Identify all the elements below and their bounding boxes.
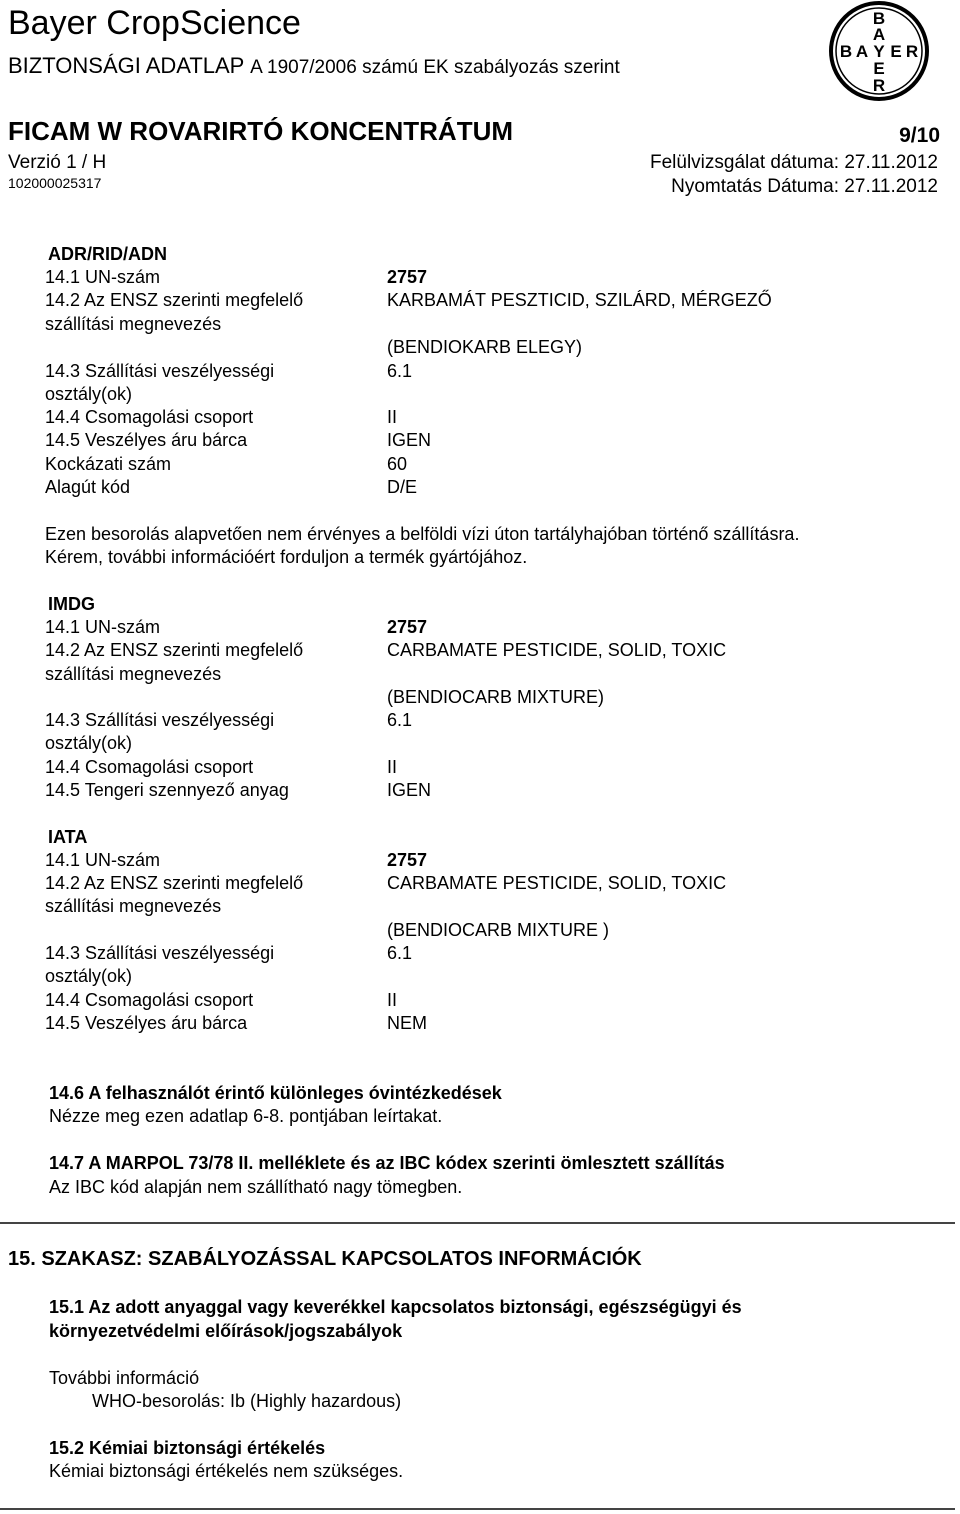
imdg-name-value-2: (BENDIOCARB MIXTURE) bbox=[387, 687, 605, 707]
company-name: Bayer CropScience bbox=[8, 4, 301, 42]
logo-letter: Y bbox=[873, 42, 885, 61]
imdg-name-label-1: 14.2 Az ENSZ szerinti megfelelő bbox=[45, 640, 304, 660]
section-14-7-text: Az IBC kód alapján nem szállítható nagy tömegben. bbox=[49, 1177, 463, 1197]
iata-name-value-2: (BENDIOCARB MIXTURE ) bbox=[387, 920, 610, 940]
iata-class-value: 6.1 bbox=[387, 943, 413, 963]
logo-letter: A bbox=[872, 25, 886, 44]
further-info-label: További információ bbox=[49, 1368, 200, 1388]
adr-hazard-label: 14.5 Veszélyes áru bárca bbox=[45, 430, 248, 450]
logo-letter: A bbox=[855, 42, 869, 61]
iata-heading: IATA bbox=[48, 827, 88, 847]
iata-hazard-value: NEM bbox=[387, 1013, 427, 1033]
adr-risk-label: Kockázati szám bbox=[45, 454, 172, 474]
iata-pg-label: 14.4 Csomagolási csoport bbox=[45, 990, 254, 1010]
revision-date: Felülvizsgálat dátuma: 27.11.2012 bbox=[650, 152, 938, 173]
page-bottom-divider bbox=[0, 1508, 955, 1510]
logo-letter: R bbox=[872, 76, 886, 95]
adr-un-value: 2757 bbox=[387, 267, 428, 287]
iata-class-label-2: osztály(ok) bbox=[45, 966, 133, 986]
adr-hazard-value: IGEN bbox=[387, 430, 432, 450]
imdg-class-label-1: 14.3 Szállítási veszélyességi bbox=[45, 710, 275, 730]
imdg-heading: IMDG bbox=[48, 594, 95, 614]
imdg-name-value-1: CARBAMATE PESTICIDE, SOLID, TOXIC bbox=[387, 640, 727, 660]
adr-pg-label: 14.4 Csomagolási csoport bbox=[45, 407, 254, 427]
adr-note-2: Kérem, további információért forduljon a termék gyártójához. bbox=[45, 547, 528, 567]
adr-name-label-2: szállítási megnevezés bbox=[45, 314, 222, 334]
section-15-2-text: Kémiai biztonsági értékelés nem szükséges. bbox=[49, 1461, 404, 1481]
adr-class-label-1: 14.3 Szállítási veszélyességi bbox=[45, 361, 275, 381]
imdg-un-value: 2757 bbox=[387, 617, 428, 637]
doc-type-label: BIZTONSÁGI ADATLAP bbox=[8, 53, 244, 78]
adr-tunnel-label: Alagút kód bbox=[45, 477, 131, 497]
section-14-7-heading: 14.7 A MARPOL 73/78 II. melléklete és az IBC kódex szerinti ömlesztett szállítás bbox=[49, 1153, 725, 1173]
bayer-cross-logo bbox=[826, 0, 932, 102]
adr-un-label: 14.1 UN-szám bbox=[45, 267, 161, 287]
document-number: 102000025317 bbox=[8, 175, 102, 191]
section-15-1-heading-line-1: 15.1 Az adott anyaggal vagy keverékkel kapcsolatos biztonsági, egészségügyi és bbox=[49, 1297, 742, 1317]
logo-letter: B bbox=[839, 42, 853, 61]
version: Verzió 1 / H bbox=[8, 152, 107, 173]
adr-name-value-2: (BENDIOKARB ELEGY) bbox=[387, 337, 583, 357]
section-14-6-text: Nézze meg ezen adatlap 6-8. pontjában leírtakat. bbox=[49, 1106, 443, 1126]
imdg-class-label-2: osztály(ok) bbox=[45, 733, 133, 753]
section-divider bbox=[0, 1222, 955, 1224]
adr-note-1: Ezen besorolás alapvetően nem érvényes a belföldi vízi úton tartályhajóban történő szállításra. bbox=[45, 524, 800, 544]
adr-class-value: 6.1 bbox=[387, 361, 413, 381]
adr-class-label-2: osztály(ok) bbox=[45, 384, 133, 404]
logo-letter: E bbox=[873, 59, 885, 78]
page-number: 9/10 bbox=[899, 124, 940, 147]
imdg-name-label-2: szállítási megnevezés bbox=[45, 664, 222, 684]
iata-class-label-1: 14.3 Szállítási veszélyességi bbox=[45, 943, 275, 963]
section-15-heading: 15. SZAKASZ: SZABÁLYOZÁSSAL KAPCSOLATOS INFORMÁCIÓK bbox=[8, 1248, 642, 1270]
logo-letter: E bbox=[890, 42, 902, 61]
adr-heading: ADR/RID/ADN bbox=[48, 244, 167, 264]
adr-tunnel-value: D/E bbox=[387, 477, 418, 497]
iata-name-label-2: szállítási megnevezés bbox=[45, 896, 222, 916]
section-15-1-heading-line-2: környezetvédelmi előírások/jogszabályok bbox=[49, 1321, 403, 1341]
product-name: FICAM W ROVARIRTÓ KONCENTRÁTUM bbox=[8, 116, 514, 146]
iata-pg-value: II bbox=[387, 990, 398, 1010]
logo-letter: B bbox=[872, 9, 886, 28]
imdg-pg-value: II bbox=[387, 757, 398, 777]
print-date: Nyomtatás Dátuma: 27.11.2012 bbox=[671, 176, 938, 197]
regulation-label: A 1907/2006 számú EK szabályozás szerint bbox=[250, 57, 620, 78]
adr-risk-value: 60 bbox=[387, 454, 408, 474]
logo-letter: R bbox=[905, 42, 919, 61]
imdg-un-label: 14.1 UN-szám bbox=[45, 617, 161, 637]
iata-un-label: 14.1 UN-szám bbox=[45, 850, 161, 870]
adr-name-value-1: KARBAMÁT PESZTICID, SZILÁRD, MÉRGEZŐ bbox=[387, 290, 772, 310]
section-15-2-heading: 15.2 Kémiai biztonsági értékelés bbox=[49, 1438, 326, 1458]
imdg-class-value: 6.1 bbox=[387, 710, 413, 730]
iata-un-value: 2757 bbox=[387, 850, 428, 870]
document-type bbox=[8, 53, 620, 79]
iata-name-label-1: 14.2 Az ENSZ szerinti megfelelő bbox=[45, 873, 304, 893]
iata-name-value-1: CARBAMATE PESTICIDE, SOLID, TOXIC bbox=[387, 873, 727, 893]
imdg-marine-label: 14.5 Tengeri szennyező anyag bbox=[45, 780, 289, 800]
imdg-pg-label: 14.4 Csomagolási csoport bbox=[45, 757, 254, 777]
imdg-marine-value: IGEN bbox=[387, 780, 432, 800]
who-classification: WHO-besorolás: Ib (Highly hazardous) bbox=[92, 1391, 402, 1411]
adr-name-label-1: 14.2 Az ENSZ szerinti megfelelő bbox=[45, 290, 304, 310]
section-14-6-heading: 14.6 A felhasználót érintő különleges óvintézkedések bbox=[49, 1083, 502, 1103]
adr-pg-value: II bbox=[387, 407, 398, 427]
iata-hazard-label: 14.5 Veszélyes áru bárca bbox=[45, 1013, 248, 1033]
